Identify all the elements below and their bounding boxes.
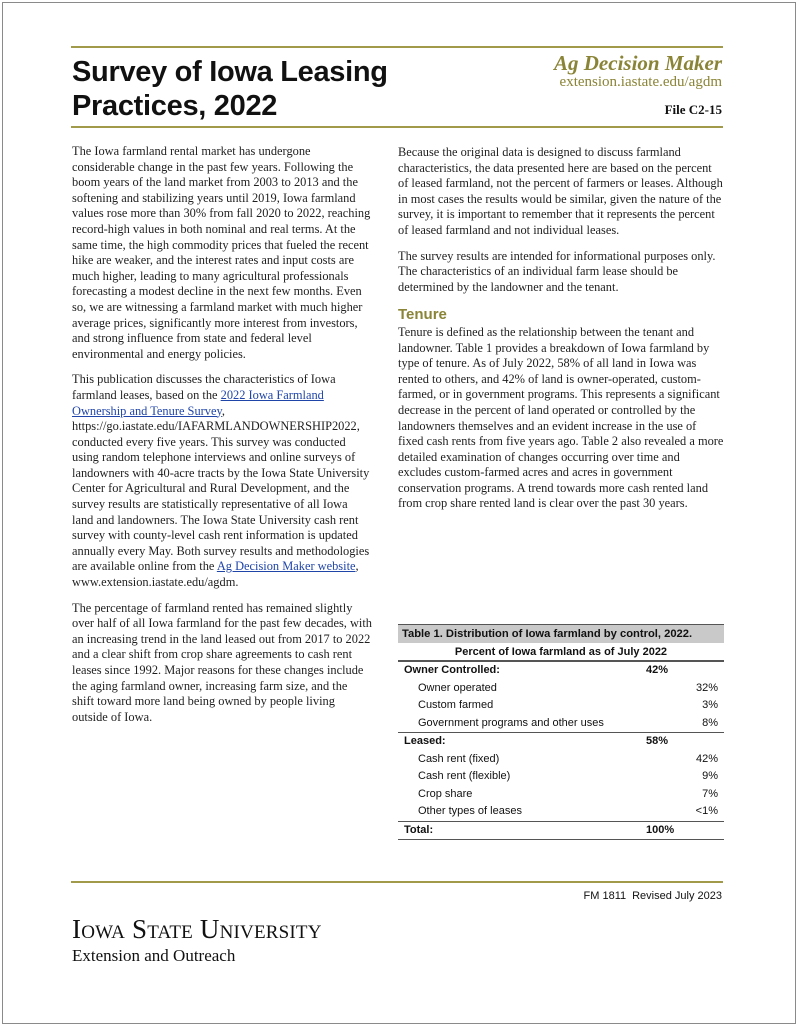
row-pct: 8% [702, 716, 718, 729]
brand-url: extension.iastate.edu/agdm [559, 74, 722, 90]
university-name: Iowa State University [72, 914, 322, 944]
row-pct: 7% [702, 787, 718, 800]
brand-block [554, 52, 722, 91]
extension-unit: Extension and Outreach [72, 946, 236, 965]
revised-date: Revised July 2023 [632, 890, 722, 902]
publication-number [578, 890, 722, 902]
table-row-total [398, 821, 724, 841]
publication-paragraph [72, 372, 372, 590]
footer-rule [71, 881, 723, 883]
table-caption: Table 1. Distribution of Iowa farmland by control, 2022. [398, 624, 724, 643]
table-subheader: Percent of Iowa farmland as of July 2022 [398, 643, 724, 661]
owner-controlled-pct: 42% [646, 664, 669, 676]
pub-number: FM 1811 [583, 890, 627, 902]
table-row [398, 803, 724, 821]
p2-text-b: , https://go.iastate.edu/IAFARMLANDOWNERSHIP2022, conducted every five years. This survey was conducted using random telephone interviews and online surveys of landowners with 40-acre tracts by the Iowa State University Center for Agricultural and Rural Development, and the survey results are statistically representative of all Iowa land and landowners. The Iowa State University cash rent survey with county-level cash rent information is updated annually every May. Both survey results and methodologies are available online from the [72, 403, 370, 574]
left-column [72, 144, 372, 735]
disclaimer-paragraph: The survey results are intended for informational purposes only. The characteristics of an individual farm lease should be determined by the landowner and the tenant. [398, 248, 716, 294]
right-column [398, 145, 724, 522]
total-pct: 100% [646, 823, 675, 836]
table-row [398, 680, 724, 698]
header-rule [71, 126, 723, 128]
row-pct: 9% [702, 770, 718, 782]
tenure-paragraph: Tenure is defined as the relationship between the tenant and landowner. Table 1 provides a breakdown of Iowa farmland by type of tenure. As of July 2022, 58% of all land in Iowa was rented to others, and 42% of land is owner-operated, custom-farmed, or in government programs. This represents a significant decrease in the percent of land operated or controlled by the landowners themselves and an evident increase in the use of fixed cash rents from five years ago. Table 2 also revealed a more detailed examination of changes occurring over time and excludes custom-farmed acres and acres in government conservation programs. A trend towards more cash rented land from crop share rented land is clear over the past 30 years. [398, 324, 724, 511]
trend-paragraph: The percentage of farmland rented has remained slightly over half of all Iowa farmland for the past few decades, with an increasing trend in the land leased out from 2017 to 2022 and a clear shift from crop share agreements to cash rent leases since 1992. Major reasons for these changes include the aging farmland owner, increasing farm size, and the shift toward more land being owned by people living outside of Iowa. [72, 600, 373, 724]
tenure-heading: Tenure [398, 306, 447, 324]
p2-text-c: , www.extension.iastate.edu/agdm. [72, 559, 359, 590]
leased-pct: 58% [646, 735, 669, 747]
isu-logo [72, 914, 322, 966]
data-note-paragraph: Because the original data is designed to discuss farmland characteristics, the data presented here are based on the percent of leased farmland, not the percent of farmers or leases. Although in most cases the results would be similar, given the nature of the survey, it is important to remember that it represents the percent of leased farmland and not individual leases. [398, 145, 723, 237]
table-1 [398, 624, 724, 840]
table-row [398, 751, 724, 769]
row-pct: 32% [695, 681, 718, 694]
brand-name: Ag Decision Maker [554, 51, 722, 75]
p2-text-a: This publication discusses the characteristics of Iowa farmland leases, based on the [72, 372, 336, 402]
row-label: Cash rent (flexible) [418, 770, 511, 782]
table-row [398, 786, 724, 804]
row-label: Government programs and other uses [418, 716, 604, 729]
total-label: Total: [404, 823, 434, 836]
owner-controlled-label: Owner Controlled: [404, 664, 500, 676]
row-label: Custom farmed [418, 699, 494, 711]
top-rule [71, 46, 723, 48]
file-number: File C2-15 [664, 102, 722, 117]
table-row [398, 768, 724, 786]
intro-paragraph: The Iowa farmland rental market has undergone considerable change in the past few years. Following the boom years of the land market from 2003 to 2013 and the softening and stabilizing years until 2019, Iowa farmland values rose more than 30% from fall 2020 to 2022, reaching record-high values in both nominal and real terms. At the same time, the high commodity prices that fueled the recent hike are weaker, and the interest rates and input costs are much higher, leading to many agricultural professionals forecasting a modest decline in the next few months. Even so, we are witnessing a farmland market with much higher average prices, significantly more interest from investors, and strong influence from state and federal level environmental and energy policies. [72, 144, 371, 361]
row-label: Owner operated [418, 681, 497, 694]
leased-label: Leased: [404, 735, 446, 747]
page-title: Survey of Iowa Leasing Practices, 2022 [72, 56, 388, 122]
table-row [398, 715, 724, 733]
survey-link[interactable]: 2022 Iowa Farmland Ownership and Tenure Survey [72, 387, 324, 418]
row-pct: <1% [695, 805, 718, 817]
row-label: Cash rent (fixed) [418, 752, 500, 765]
table-row-leased [398, 732, 724, 751]
row-pct: 3% [702, 699, 718, 711]
row-label: Crop share [418, 787, 473, 800]
table-row [398, 697, 724, 715]
agdm-website-link[interactable]: Ag Decision Maker website [216, 559, 356, 574]
row-label: Other types of leases [418, 805, 522, 817]
table-row-owner-controlled [398, 661, 724, 680]
row-pct: 42% [695, 752, 718, 765]
